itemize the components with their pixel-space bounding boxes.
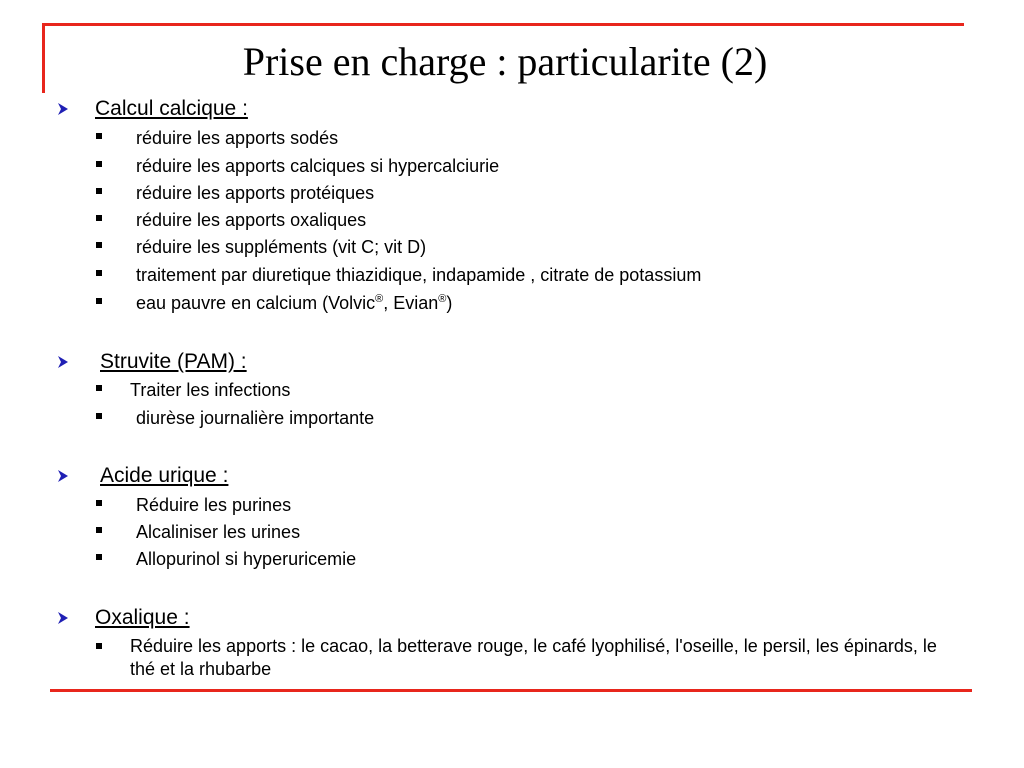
registered-mark: ® [438,293,447,305]
section-title: Calcul calcique : [95,97,248,120]
slide-title: Prise en charge : particularite (2) [242,39,768,84]
square-bullet-icon [96,270,102,276]
square-bullet-icon [96,242,102,248]
arrow-bullet-icon [58,470,68,482]
arrow-bullet-icon [58,103,68,115]
square-bullet-icon [96,298,102,304]
square-bullet-icon [96,161,102,167]
list-item-text: eau pauvre en calcium (Volvic®, Evian®) [136,293,453,313]
square-bullet-icon [96,527,102,533]
square-bullet-icon [96,413,102,419]
section-header [58,464,229,488]
registered-mark: ® [375,293,384,305]
square-bullet-icon [96,500,102,506]
top-accent-rule [42,23,964,26]
arrow-bullet-icon [58,356,68,368]
arrow-bullet-icon [58,612,68,624]
square-bullet-icon [96,643,102,649]
section-title: Acide urique : [100,464,229,487]
section-title: Oxalique : [95,606,190,629]
square-bullet-icon [96,554,102,560]
square-bullet-icon [96,188,102,194]
section-header [58,606,190,630]
square-bullet-icon [96,215,102,221]
section-header [58,350,247,374]
square-bullet-icon [96,133,102,139]
square-bullet-icon [96,385,102,391]
section-header [58,97,248,121]
section-title: Struvite (PAM) : [100,350,247,373]
bottom-accent-rule [50,689,972,692]
